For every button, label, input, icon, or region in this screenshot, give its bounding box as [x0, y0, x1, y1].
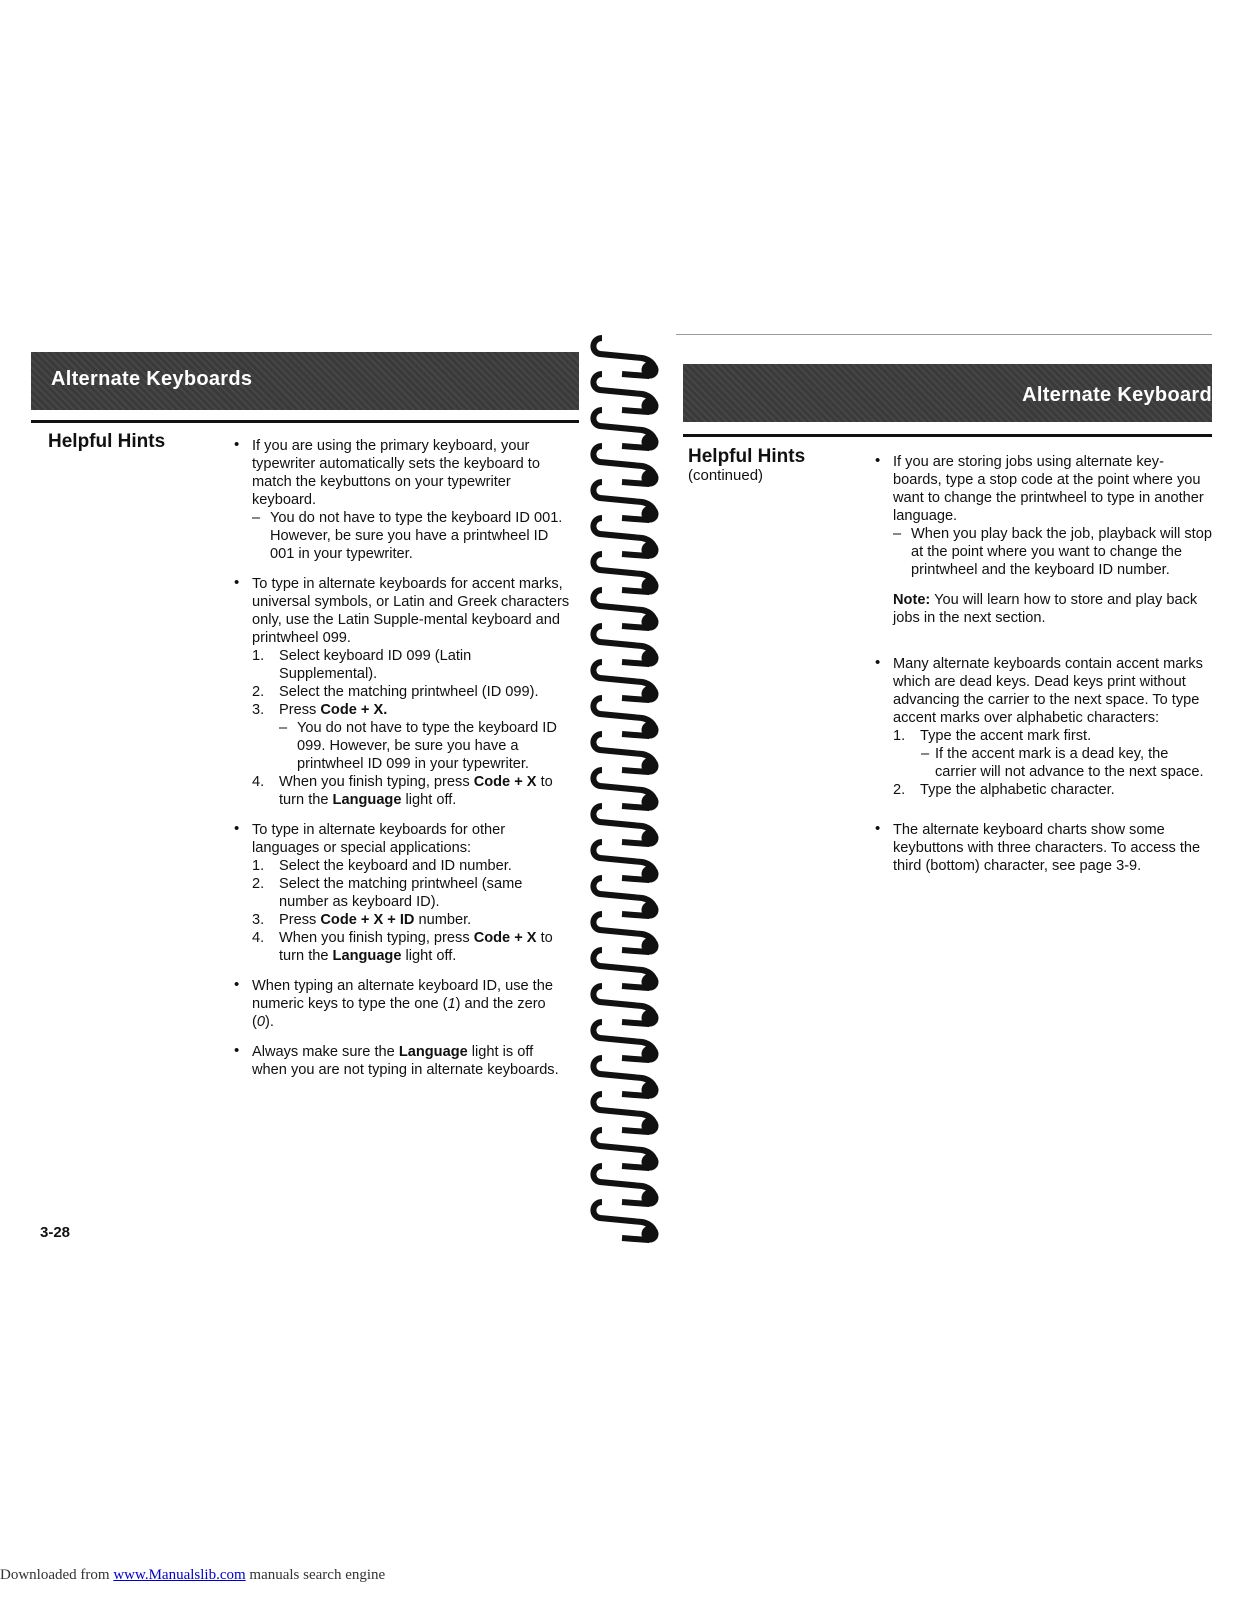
- footer-suffix: manuals search engine: [245, 1567, 386, 1583]
- left-header-rule: [31, 420, 579, 423]
- left-bullet-5: • Always make sure the Language light is off when you are not typing in alternate keyboards.: [234, 1042, 559, 1078]
- right-bullet-3: [873, 821, 1212, 875]
- top-edge-line: [676, 334, 1212, 335]
- bullet-icon: •: [234, 820, 240, 837]
- right-column: [873, 453, 1212, 887]
- bullet-icon: •: [234, 436, 240, 453]
- left-bullet-2-step-3: 3. Press Code + X.: [252, 702, 388, 718]
- right-section-title: Helpful Hints: [688, 446, 806, 467]
- note-text: You will learn how to store and play back jobs in the next section.: [893, 592, 1198, 626]
- left-bullet-3-step-1: 1. Select the keyboard and ID number.: [252, 858, 512, 874]
- right-bullet-2-step-1: 1. Type the accent mark first.: [893, 728, 1092, 744]
- right-note: [893, 591, 1212, 627]
- right-bullet-3-text: The alternate keyboard charts show some keybuttons with three characters. To access the third (bottom) character, see page 3-9.: [893, 822, 1201, 874]
- bullet-icon: •: [234, 976, 240, 993]
- left-bullet-1-text: If you are using the primary keyboard, your typewriter automatically sets the keyboard to match the keybuttons on your typewriter keyboard.: [252, 438, 540, 508]
- bullet-icon: •: [234, 1042, 240, 1059]
- spiral-binding: [582, 330, 672, 1250]
- right-header-bar: [683, 364, 1212, 422]
- left-bullet-3-step-3: 3. Press Code + X + ID number.: [252, 912, 472, 928]
- right-bullet-1: [873, 453, 1212, 579]
- left-bullet-2-step-4: 4. When you finish typing, press Code + X to turn the Language light off.: [252, 774, 553, 808]
- right-bullet-2-step-2: 2. Type the alphabetic character.: [893, 782, 1115, 798]
- left-bullet-2-step-2: 2. Select the matching printwheel (ID 099).: [252, 684, 539, 700]
- footer: [0, 1567, 385, 1584]
- right-header-rule: [683, 434, 1212, 437]
- right-bullet-2-step-1-sub: – If the accent mark is a dead key, the carrier will not advance to the next space.: [921, 746, 1204, 780]
- dash-icon: –: [279, 720, 288, 736]
- right-section-subtitle: (continued): [688, 467, 764, 484]
- dash-icon: –: [252, 510, 261, 526]
- left-header-title: Alternate Keyboards: [51, 368, 253, 390]
- dash-icon: –: [893, 526, 902, 542]
- left-section-title: Helpful Hints: [48, 431, 166, 452]
- left-header-bar: [31, 352, 579, 410]
- footer-prefix: Downloaded from: [0, 1567, 114, 1583]
- bullet-icon: •: [875, 820, 881, 837]
- left-bullet-3-step-4: 4. When you finish typing, press Code + X to turn the Language light off.: [252, 930, 553, 964]
- note-label: Note:: [893, 592, 931, 608]
- right-bullet-1-text: If you are storing jobs using alternate key-boards, type a stop code at the point where you want to change the printwheel to type in another language.: [893, 454, 1204, 524]
- left-bullet-1: [232, 437, 570, 563]
- left-bullet-3: [232, 821, 570, 965]
- page-number: 3-28: [40, 1224, 71, 1241]
- left-bullet-3-step-2: 2. Select the matching printwheel (same number as keyboard ID).: [252, 876, 523, 910]
- left-bullet-2: [232, 575, 570, 809]
- left-bullet-1-sub: [252, 509, 570, 563]
- left-bullet-1-sub-text: You do not have to type the keyboard ID 001. However, be sure you have a printwheel ID 001 in your typewriter.: [270, 510, 563, 562]
- left-bullet-2-text: To type in alternate keyboards for accent marks, universal symbols, or Latin and Greek characters only, use the Latin Supple-mental keyboard and printwheel 099.: [252, 576, 570, 646]
- left-bullet-2-step-1: 1. Select keyboard ID 099 (Latin Supplemental).: [252, 648, 472, 682]
- right-header-title: Alternate Keyboard: [1022, 384, 1212, 406]
- left-bullet-2-step-3-sub: – You do not have to type the keyboard ID 099. However, be sure you have a printwheel ID 099 in your typewriter.: [279, 720, 557, 772]
- right-bullet-1-sub: – When you play back the job, playback will stop at the point where you want to change the printwheel and the keyboard ID number.: [893, 526, 1212, 578]
- dash-icon: –: [921, 746, 930, 762]
- left-bullet-4: • When typing an alternate keyboard ID, use the numeric keys to type the one (1) and the zero (0).: [234, 976, 553, 1030]
- footer-link[interactable]: www.Manualslib.com: [113, 1567, 246, 1583]
- right-bullet-2-text: Many alternate keyboards contain accent marks which are dead keys. Dead keys print without advancing the carrier to the next space. To type accent marks over alphabetic characters:: [893, 656, 1203, 726]
- bullet-icon: •: [875, 452, 881, 469]
- spiral-coil-icon: [593, 338, 658, 378]
- left-bullet-3-text: To type in alternate keyboards for other languages or special applications:: [252, 822, 506, 856]
- bullet-icon: •: [234, 574, 240, 591]
- right-bullet-2: [873, 655, 1212, 799]
- bullet-icon: •: [875, 654, 881, 671]
- left-column: [232, 437, 570, 1091]
